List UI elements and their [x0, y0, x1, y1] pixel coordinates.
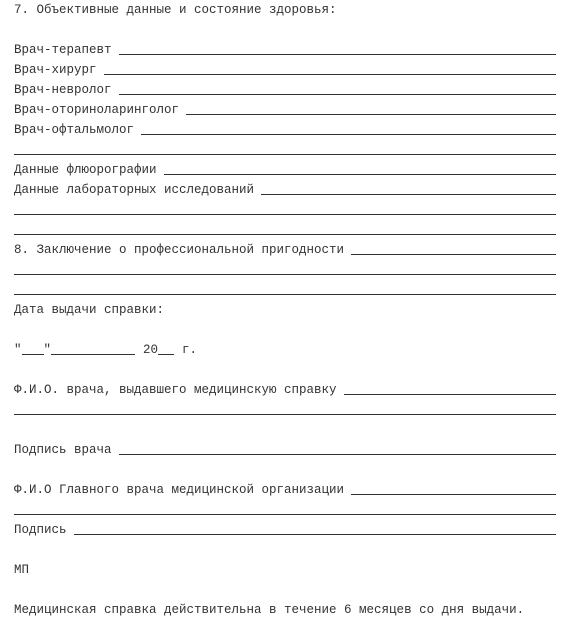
field-ophthalmologist[interactable]: [14, 118, 556, 138]
year-blank[interactable]: [158, 354, 174, 355]
field-label: Подпись врача: [14, 443, 112, 457]
field-neurologist[interactable]: [14, 78, 556, 98]
year-suffix: г.: [182, 343, 198, 357]
blank-line: [14, 414, 556, 415]
blank-line: [141, 134, 556, 135]
field-label: Врач-оториноларинголог: [14, 103, 180, 117]
blank-line: [14, 154, 556, 155]
field-extra-line[interactable]: [14, 398, 556, 418]
blank-line: [351, 494, 556, 495]
field-therapist[interactable]: [14, 38, 556, 58]
day-blank[interactable]: [22, 354, 44, 355]
blank-line: [261, 194, 556, 195]
field-extra-line[interactable]: [14, 198, 556, 218]
month-blank[interactable]: [51, 354, 135, 355]
field-doctor-signature[interactable]: [14, 438, 556, 458]
field-label: Врач-хирург: [14, 63, 97, 77]
field-chief-doctor-name[interactable]: [14, 478, 556, 498]
blank-line: [344, 394, 556, 395]
blank-line: [14, 514, 556, 515]
field-fluorography[interactable]: [14, 158, 556, 178]
field-extra-line[interactable]: [14, 498, 556, 518]
field-label: Ф.И.О. врача, выдавшего медицинскую справку: [14, 383, 337, 397]
blank-line: [14, 234, 556, 235]
issue-date-label: Дата выдачи справки:: [14, 303, 165, 317]
year-prefix: 20: [143, 343, 159, 357]
field-lab-results[interactable]: [14, 178, 556, 198]
field-doctor-name[interactable]: [14, 378, 556, 398]
stamp-label: МП: [14, 563, 30, 577]
blank-line: [186, 114, 556, 115]
field-label: Данные лабораторных исследований: [14, 183, 255, 197]
field-extra-line[interactable]: [14, 278, 556, 298]
quote-open: ": [14, 343, 22, 357]
quote-close: ": [43, 343, 52, 357]
blank-line: [119, 94, 556, 95]
section-7-heading: 7. Объективные данные и состояние здоровья:: [14, 3, 337, 17]
field-extra-line[interactable]: [14, 138, 556, 158]
blank-line: [14, 214, 556, 215]
blank-line: [14, 294, 556, 295]
field-surgeon[interactable]: [14, 58, 556, 78]
blank-line: [74, 534, 556, 535]
blank-line: [119, 54, 556, 55]
validity-note: Медицинская справка действительна в течение 6 месяцев со дня выдачи.: [14, 603, 525, 617]
field-label: Ф.И.О Главного врача медицинской организации: [14, 483, 345, 497]
blank-line: [119, 454, 556, 455]
field-label: Врач-невролог: [14, 83, 112, 97]
blank-line: [351, 254, 556, 255]
section-8-heading: 8. Заключение о профессиональной пригодности: [14, 243, 345, 257]
issue-date-field[interactable]: [14, 338, 197, 358]
field-label: Данные флюорографии: [14, 163, 157, 177]
field-chief-signature[interactable]: [14, 518, 556, 538]
field-professional-fitness[interactable]: [14, 238, 556, 258]
field-extra-line[interactable]: [14, 258, 556, 278]
blank-line: [164, 174, 556, 175]
blank-line: [14, 274, 556, 275]
field-label: Врач-офтальмолог: [14, 123, 135, 137]
field-label: Подпись: [14, 523, 67, 537]
blank-line: [104, 74, 556, 75]
field-label: Врач-терапевт: [14, 43, 112, 57]
field-extra-line[interactable]: [14, 218, 556, 238]
field-otolaryngologist[interactable]: [14, 98, 556, 118]
